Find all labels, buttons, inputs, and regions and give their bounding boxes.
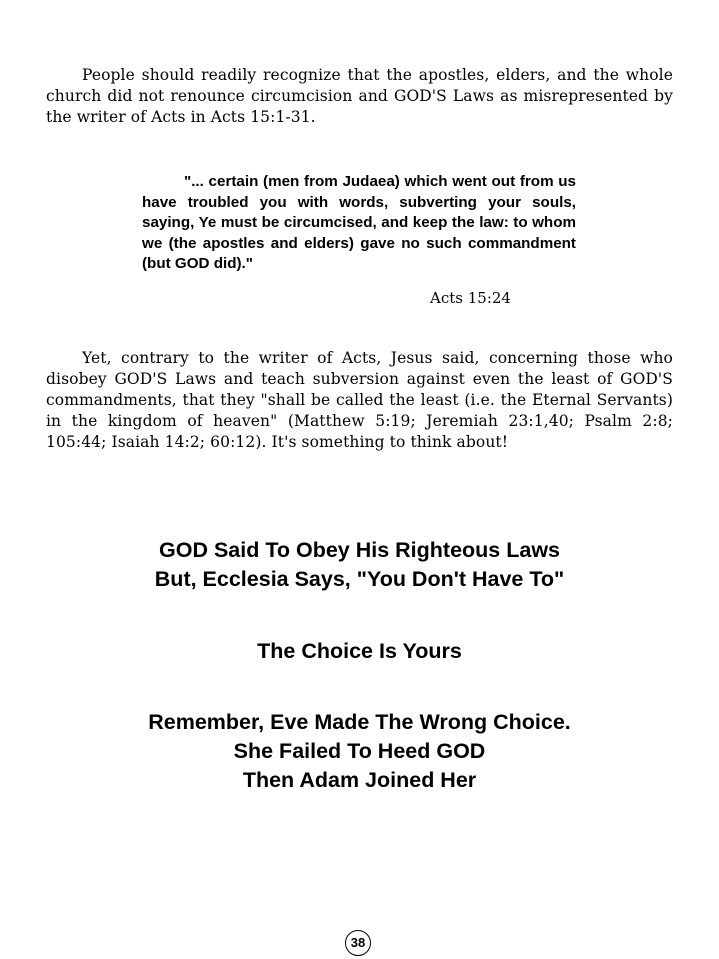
headline-choice [0,637,719,666]
headline-line: She Failed To Heed GOD [233,739,486,763]
headline-line: But, Ecclesia Says, "You Don't Have To" [154,567,565,591]
headline-line: GOD Said To Obey His Righteous Laws [159,538,560,562]
body-paragraph-2: Yet, contrary to the writer of Acts, Jesus said, concerning those who disobey GOD'S Laws and teach subversion against even the least of GOD'S commandments, that they "shall be called the least (i.e. the Eternal Servants) in the kingdom of heaven" (Matthew 5:19; Jeremiah 23:1,40; Psalm 2:8; 105:44; Isaiah 14:2; 60:12). It's something to think about! [46,349,673,451]
page-number: 38 [345,930,371,956]
body-paragraph-1: People should readily recognize that the apostles, elders, and the whole church did not renounce circumcision and GOD'S Laws as misrepresented by the writer of Acts in Acts 15:1-31. [46,66,673,126]
headline-obey-laws [0,536,719,594]
headline-line: The Choice Is Yours [257,639,462,663]
scripture-quote: "... certain (men from Judaea) which went out from us have troubled you with words, subverting your souls, saying, Ye must be circumcised, and keep the law: to whom we (the apostles and elders) gave no such commandment (but GOD did)." [142,173,576,272]
headline-line: Remember, Eve Made The Wrong Choice. [148,710,571,734]
headline-eve-adam [0,708,719,795]
quote-citation: Acts 15:24 [430,289,511,307]
headline-line: Then Adam Joined Her [242,768,477,792]
